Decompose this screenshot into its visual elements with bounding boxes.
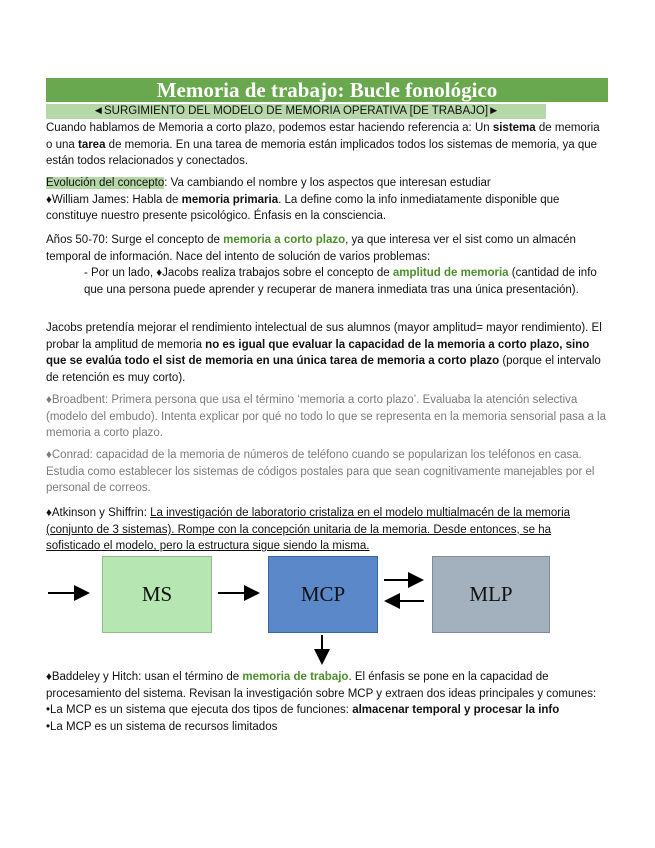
years-paragraph: Años 50-70: Surge el concepto de memoria a corto plazo, ya que interesa ver el sist como un almacén temporal de información. Nace del intento de solución de varios problemas: <box>46 234 576 263</box>
atkinson-paragraph: ♦Atkinson y Shiffrin: La investigación de laboratorio cristaliza en el modelo multialmacén de la memoria (conjunto de 3 sistemas). Rompe con la concepción unitaria de la memoria. Desde entonces, se ha sofisticado el modelo, pero la estructura sigue siendo la misma. <box>46 507 571 553</box>
mlp-box: MLP <box>432 556 550 633</box>
conrad-paragraph: ♦Conrad: capacidad de la memoria de números de teléfono cuando se popularizan los teléfonos en casa. Estudia como establecer los sistemas de códigos postales para que sean cognitivamente manejables por el personal de correos. <box>46 449 595 495</box>
bullet-functions: •La MCP es un sistema que ejecuta dos tipos de funciones: almacenar temporal y procesar la info <box>46 704 560 717</box>
mcp-box: MCP <box>268 556 378 633</box>
diagram-arrows <box>46 553 608 665</box>
section-subtitle: ◄SURGIMIENTO DEL MODELO DE MEMORIA OPERATIVA [DE TRABAJO]► <box>46 104 546 119</box>
ms-box: MS <box>102 556 212 633</box>
bullet-limited-resources: •La MCP es un sistema de recursos limitados <box>46 720 278 733</box>
evolution-label: Evolución del concepto <box>46 177 165 189</box>
evolution-paragraph: Evolución del concepto: Va cambiando el nombre y los aspectos que interesan estudiar ♦William James: Habla de memoria primaria. La define como la info inmediatamente disponible que constituye nuestro presente psicológico. Énfasis en la consciencia. <box>46 175 608 225</box>
broadbent-paragraph: ♦Broadbent: Primera persona que usa el término ‘memoria a corto plazo’. Evaluaba la atención selectiva (modelo del embudo). Intenta explicar por qué no todo lo que se representa en la memoria sensorial pasa a la memoria a corto plazo. <box>46 394 607 440</box>
james-paragraph: ♦William James: Habla de memoria primaria. La define como la info inmediatamente disponible que constituye nuestro presente psicológico. Énfasis en la consciencia. <box>46 193 560 223</box>
memory-model-diagram <box>46 553 608 665</box>
intro-paragraph: Cuando hablamos de Memoria a corto plazo, podemos estar haciendo referencia a: Un sistema de memoria o una tarea de memoria. En una tarea de memoria están implicados todos los sistemas de memoria, ya que están todos relacionados y conectados. <box>46 122 600 168</box>
page-title: Memoria de trabajo: Bucle fonológico <box>46 78 608 102</box>
baddeley-paragraph: ♦Baddeley y Hitch: usan el término de memoria de trabajo. El énfasis se pone en la capacidad de procesamiento del sistema. Revisan la investigación sobre MCP y extraen dos ideas principales y comunes: •La MCP es un sistema que ejecuta dos tipos de funciones: almacenar temporal y procesar la info •La MCP es un sistema de recursos limitados <box>46 669 608 735</box>
jacobs-paragraph: Jacobs pretendía mejorar el rendimiento intelectual de sus alumnos (mayor amplitud= mayor rendimiento). El probar la amplitud de memoria no es igual que evaluar la capacidad de la memoria a corto plazo, sino que se evalúa todo el sist de memoria en una única tarea de memoria a corto plazo (porque el intervalo de retención es muy corto). <box>46 322 602 384</box>
jacobs-list-item: - Por un lado, ♦Jacobs realiza trabajos sobre el concepto de amplitud de memoria (cantidad de info que una persona puede aprender y recuperar de manera inmediata tras una única presentación). <box>84 267 597 296</box>
